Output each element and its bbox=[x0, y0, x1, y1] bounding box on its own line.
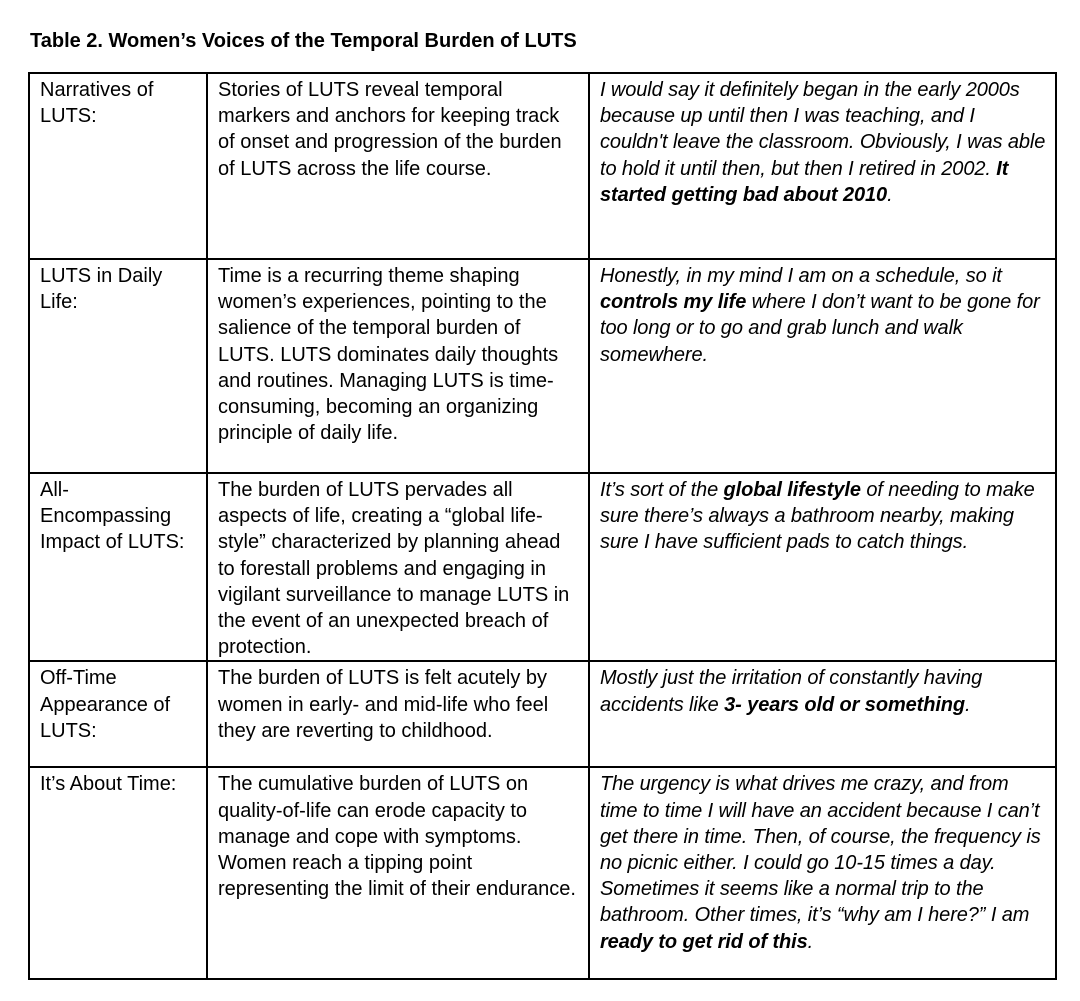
description-cell: The burden of LUTS pervades all aspects of life, creating a “global life-style” characterized by planning ahead to forestall problems and engaging in vigilant surveillance to manage LUTS in the event of an unexpected breach of protection. bbox=[207, 473, 589, 661]
quote-text: where I don’t want to be gone for too long or to go and grab lunch and walk somewhere. bbox=[600, 291, 1040, 366]
quote-text: . bbox=[965, 693, 971, 716]
quote-emphasis: ready to get rid of this bbox=[600, 930, 808, 953]
table-row bbox=[29, 767, 1056, 979]
description-cell: Time is a recurring theme shaping women’s experiences, pointing to the salience of the temporal burden of LUTS. LUTS dominates daily thoughts and routines. Managing LUTS is time- consuming, becoming an organizing principle of daily life. bbox=[207, 259, 589, 473]
description-cell: The cumulative burden of LUTS on quality-of-life can erode capacity to manage and cope with symptoms. Women reach a tipping point representing the limit of their endurance. bbox=[207, 767, 589, 979]
quote-text: I would say it definitely began in the early 2000s because up until then I was teaching, and I couldn't leave the classroom. Obviously, I was able to hold it until then, but then I retired in 2002. bbox=[600, 79, 1046, 180]
quote-emphasis: global lifestyle bbox=[723, 479, 861, 501]
table-row bbox=[29, 473, 1056, 661]
quote-text: . bbox=[887, 183, 893, 206]
table-row bbox=[29, 259, 1056, 473]
theme-cell: All-Encompassing Impact of LUTS: bbox=[29, 473, 207, 661]
quote-text: Honestly, in my mind I am on a schedule, so it bbox=[600, 265, 1002, 287]
quote-cell bbox=[589, 473, 1056, 661]
quote-emphasis: 3- years old or something bbox=[724, 693, 966, 716]
theme-cell: Off-Time Appearance of LUTS: bbox=[29, 661, 207, 767]
description-cell: Stories of LUTS reveal temporal markers and anchors for keeping track of onset and progression of the burden of LUTS across the life course. bbox=[207, 73, 589, 259]
quote-text: . bbox=[807, 930, 814, 953]
table-row bbox=[29, 73, 1056, 259]
quote-cell bbox=[589, 767, 1056, 979]
theme-cell: LUTS in Daily Life: bbox=[29, 259, 207, 473]
quote-text: The urgency is what drives me crazy, and from time to time I will have an accident because I can’t get there in time. Then, of course, the frequency is no picnic either. I could go 10-15 times a day. Sometimes it seems like a normal trip to the bathroom. Other times, it’s “why am I here?” I am bbox=[600, 773, 1041, 927]
table-row bbox=[29, 661, 1056, 767]
quote-emphasis: controls my life bbox=[600, 291, 747, 314]
quote-text: Mostly just the irritation of constantly having accidents like bbox=[600, 667, 983, 716]
quote-text: of needing to make sure there’s always a bathroom nearby, making sure I have sufficient pads to catch things. bbox=[600, 479, 1035, 554]
luts-table bbox=[28, 72, 1057, 980]
description-cell: The burden of LUTS is felt acutely by women in early- and mid-life who feel they are reverting to childhood. bbox=[207, 661, 589, 767]
theme-cell: Narratives of LUTS: bbox=[29, 73, 207, 259]
quote-cell bbox=[589, 661, 1056, 767]
quote-cell bbox=[589, 73, 1056, 259]
table-title: Table 2. Women’s Voices of the Temporal Burden of LUTS bbox=[30, 30, 577, 52]
quote-emphasis: It started getting bad about 2010 bbox=[600, 157, 1009, 206]
quote-cell bbox=[589, 259, 1056, 473]
theme-cell: It’s About Time: bbox=[29, 767, 207, 979]
quote-text: It’s sort of the bbox=[600, 479, 724, 501]
